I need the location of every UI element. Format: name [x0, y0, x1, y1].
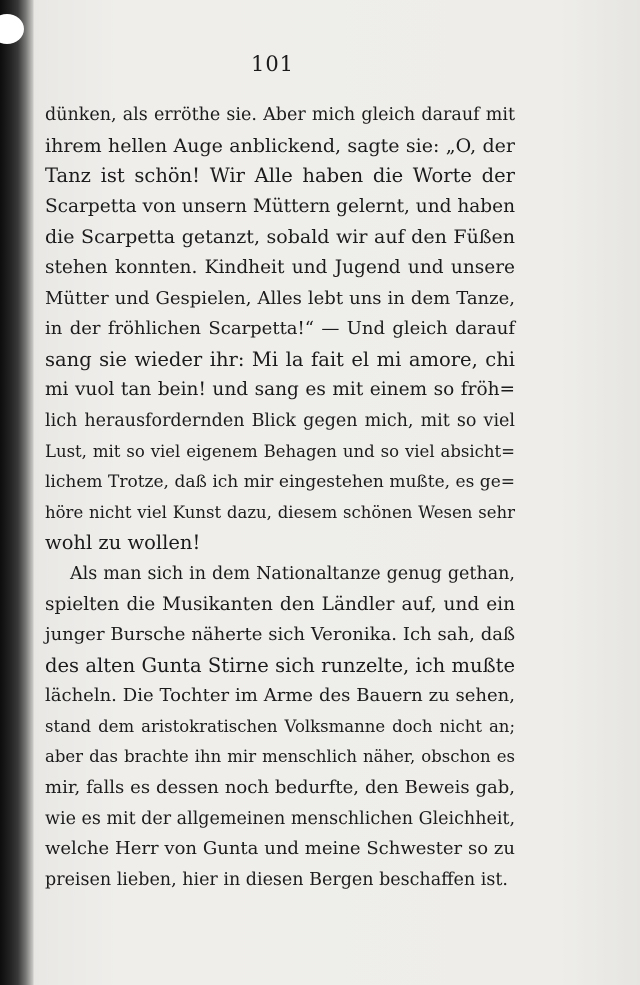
text-line: Mütter und Gespielen, Alles lebt uns in dem Tanze,: [45, 287, 515, 309]
text-line: lichem Trotze, daß ich mir eingestehen mußte, es ge=: [45, 472, 515, 493]
text-line: aber das brachte ihn mir menschlich näher, obschon es: [45, 747, 515, 767]
text-line: Tanz ist schön! Wir Alle haben die Worte der: [45, 164, 515, 188]
text-line: stand dem aristokratischen Volksmanne doch nicht an;: [45, 716, 515, 736]
text-line: sang sie wieder ihr: Mi la fait el mi amore, chi: [45, 347, 515, 371]
text-line: welche Herr von Gunta und meine Schwester so zu: [45, 838, 515, 860]
page-number: 101: [250, 52, 295, 76]
text-line: lich herausfordernden Blick gegen mich, mit so viel: [45, 410, 515, 431]
text-line: spielten die Musikanten den Ländler auf, und ein: [45, 593, 515, 615]
text-line: in der fröhlichen Scarpetta!“ — Und gleich darauf: [45, 318, 515, 340]
body-text: [45, 100, 515, 895]
text-line: wohl zu wollen!: [45, 531, 201, 555]
text-line: ihrem hellen Auge anblickend, sagte sie: „O, der: [45, 134, 515, 157]
text-line: Als man sich in dem Nationaltanze genug gethan,: [70, 563, 515, 584]
text-line: mir, falls es dessen noch bedurfte, den Beweis gab,: [45, 777, 515, 799]
binding-shadow: [0, 0, 34, 985]
text-line: die Scarpetta getanzt, sobald wir auf den Füßen: [45, 226, 515, 249]
text-line: junger Bursche näherte sich Veronika. Ich sah, daß: [45, 624, 515, 646]
text-line: des alten Gunta Stirne sich runzelte, ich mußte: [45, 653, 515, 677]
text-line: höre nicht viel Kunst dazu, diesem schönen Wesen sehr: [45, 502, 515, 522]
text-line: mi vuol tan bein! und sang es mit einem so fröh=: [45, 379, 515, 401]
text-line: preisen lieben, hier in diesen Bergen beschaffen ist.: [45, 869, 508, 890]
text-line: dünken, als erröthe sie. Aber mich gleich darauf mit: [45, 105, 515, 125]
text-line: lächeln. Die Tochter im Arme des Bauern zu sehen,: [45, 685, 515, 707]
text-line: Lust, mit so viel eigenem Behagen und so viel absicht=: [45, 441, 515, 461]
text-line: Scarpetta von unsern Müttern gelernt, und haben: [45, 195, 515, 217]
text-line: wie es mit der allgemeinen menschlichen Gleichheit,: [45, 808, 516, 829]
text-line: stehen konnten. Kindheit und Jugend und unsere: [45, 256, 515, 278]
